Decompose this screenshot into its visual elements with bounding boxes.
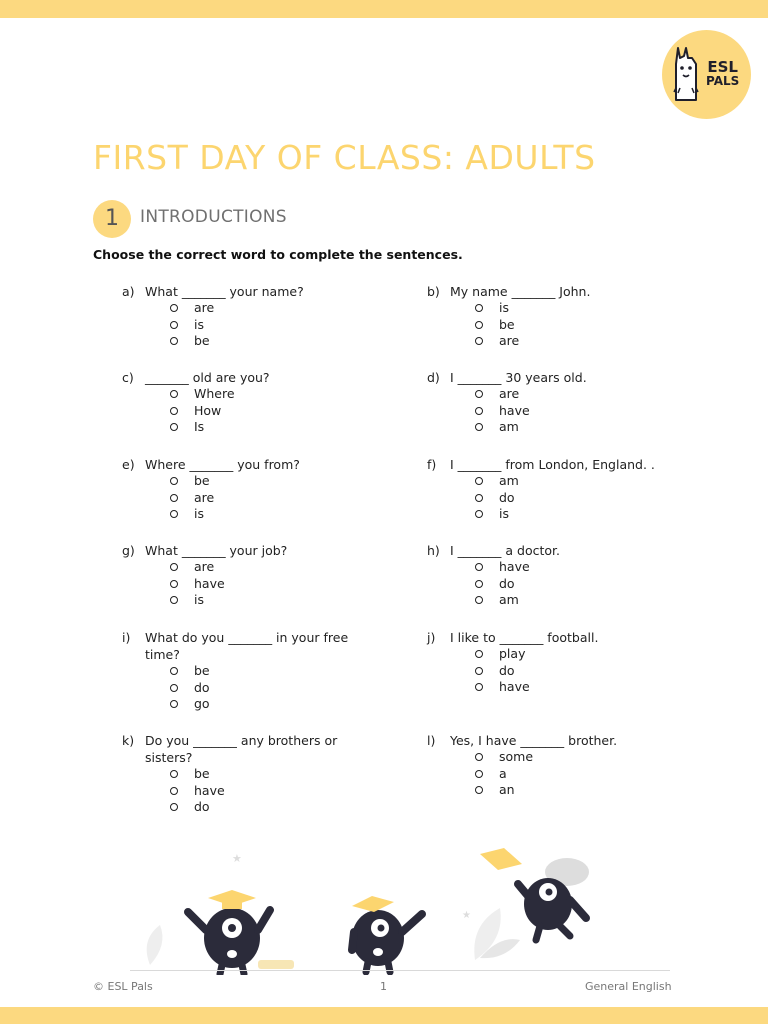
option-label: have (499, 559, 530, 574)
option-item[interactable] (475, 663, 530, 680)
radio-circle-icon (475, 786, 483, 794)
radio-circle-icon (475, 321, 483, 329)
top-accent-bar (0, 0, 768, 18)
radio-circle-icon (170, 304, 178, 312)
option-item[interactable] (170, 317, 214, 334)
question-letter: g) (122, 543, 135, 558)
radio-circle-icon (475, 477, 483, 485)
option-label: do (194, 679, 210, 695)
option-item[interactable] (475, 403, 530, 420)
option-list (170, 766, 225, 816)
graduation-cap-icon (480, 848, 522, 870)
radio-circle-icon (475, 753, 483, 761)
question-letter: k) (122, 733, 135, 748)
section-title: INTRODUCTIONS (140, 207, 287, 227)
option-item[interactable] (475, 300, 519, 317)
radio-circle-icon (170, 423, 178, 431)
radio-circle-icon (475, 563, 483, 571)
radio-circle-icon (170, 700, 178, 708)
option-item[interactable] (170, 680, 210, 697)
option-item[interactable] (475, 782, 533, 799)
question-letter: b) (427, 284, 440, 299)
radio-circle-icon (170, 390, 178, 398)
radio-circle-icon (475, 580, 483, 588)
option-label: am (499, 419, 519, 434)
logo-text-pals: PALS (706, 74, 740, 88)
option-item[interactable] (475, 679, 530, 696)
option-item[interactable] (475, 317, 519, 334)
question-text: Yes, I have _______ brother. (450, 733, 618, 748)
radio-circle-icon (475, 683, 483, 691)
question-letter: j) (427, 630, 436, 645)
option-list (475, 749, 533, 799)
radio-circle-icon (170, 477, 178, 485)
question-text: I _______ a doctor. (450, 543, 560, 558)
option-item[interactable] (475, 592, 530, 609)
option-list (170, 300, 214, 350)
option-label: are (194, 559, 215, 574)
radio-circle-icon (170, 407, 178, 415)
radio-circle-icon (475, 650, 483, 658)
option-list (475, 559, 530, 609)
option-item[interactable] (170, 799, 225, 816)
option-item[interactable] (170, 300, 214, 317)
option-label: play (499, 646, 526, 661)
option-label: be (194, 333, 210, 348)
option-item[interactable] (475, 576, 530, 593)
option-label: am (499, 473, 519, 488)
question-text: What do you _______ in your free time? (145, 630, 349, 662)
bottom-accent-bar (0, 1007, 768, 1024)
option-item[interactable] (170, 403, 235, 420)
option-list (475, 646, 530, 696)
option-label: be (194, 473, 210, 488)
option-label: am (499, 592, 519, 607)
option-item[interactable] (475, 506, 519, 523)
option-label: have (499, 679, 530, 694)
radio-circle-icon (170, 667, 178, 675)
radio-circle-icon (170, 337, 178, 345)
question-letter: c) (122, 370, 134, 385)
logo-text-esl: ESL (707, 58, 738, 76)
option-label: be (499, 316, 515, 332)
question-letter: a) (122, 284, 135, 299)
question-text: My name _______ John. (450, 284, 591, 299)
section-number-badge: 1 (93, 200, 131, 238)
page-title: FIRST DAY OF CLASS: ADULTS (93, 138, 596, 177)
option-item[interactable] (475, 490, 519, 507)
option-label: are (499, 333, 520, 348)
option-label: is (194, 316, 204, 332)
radio-circle-icon (475, 337, 483, 345)
option-label: have (194, 575, 225, 591)
question-text: Do you _______ any brothers or sisters? (145, 733, 338, 765)
question-letter: h) (427, 543, 440, 558)
question-letter: e) (122, 457, 135, 472)
option-item[interactable] (170, 559, 225, 576)
option-label: have (499, 402, 530, 418)
option-label: is (194, 506, 204, 521)
instructions: Choose the correct word to complete the sentences. (93, 247, 463, 262)
radio-circle-icon (170, 596, 178, 604)
monster-character (188, 890, 270, 974)
radio-circle-icon (170, 510, 178, 518)
option-list (170, 559, 225, 609)
question-letter: l) (427, 733, 436, 748)
star-icon: ★ (462, 910, 471, 921)
option-item[interactable] (170, 333, 214, 350)
option-item[interactable] (475, 766, 533, 783)
option-item[interactable] (475, 419, 530, 436)
option-label: do (499, 489, 515, 505)
option-label: How (194, 402, 222, 418)
option-label: be (194, 663, 210, 678)
option-list (475, 473, 519, 523)
option-label: is (194, 592, 204, 607)
question-letter: i) (122, 630, 131, 645)
option-item[interactable] (475, 473, 519, 490)
option-item[interactable] (475, 559, 530, 576)
radio-circle-icon (170, 770, 178, 778)
option-label: are (194, 489, 215, 505)
option-label: are (499, 386, 520, 401)
option-item[interactable] (170, 490, 214, 507)
radio-circle-icon (170, 803, 178, 811)
question-letter: f) (427, 457, 437, 472)
option-item[interactable] (170, 473, 214, 490)
option-item[interactable] (475, 386, 530, 403)
option-list (170, 386, 235, 436)
esl-pals-logo (662, 30, 751, 119)
option-list (170, 473, 214, 523)
monster-character (518, 858, 589, 940)
option-label: do (499, 662, 515, 678)
radio-circle-icon (170, 321, 178, 329)
option-label: do (194, 799, 210, 814)
radio-circle-icon (475, 596, 483, 604)
option-label: do (499, 575, 515, 591)
option-item[interactable] (170, 386, 235, 403)
leaf-icon (147, 925, 163, 965)
radio-circle-icon (475, 390, 483, 398)
option-list (170, 663, 210, 713)
option-label: Where (194, 386, 235, 401)
question-text: _______ old are you? (145, 370, 270, 385)
radio-circle-icon (170, 580, 178, 588)
option-label: are (194, 300, 215, 315)
option-label: have (194, 782, 225, 798)
option-label: be (194, 766, 210, 781)
question-text: What _______ your name? (145, 284, 304, 299)
option-item[interactable] (475, 333, 519, 350)
option-item[interactable] (170, 506, 214, 523)
option-label: Is (194, 419, 205, 434)
footer-category: General English (585, 980, 672, 993)
option-item[interactable] (475, 646, 530, 663)
question-text: I _______ 30 years old. (450, 370, 587, 385)
option-label: go (194, 696, 210, 711)
footer-copyright: © ESL Pals (93, 980, 153, 993)
question-text: Where _______ you from? (145, 457, 300, 472)
question-letter: d) (427, 370, 440, 385)
option-label: a (499, 765, 507, 781)
footer-page-number: 1 (380, 980, 387, 993)
question-text: I _______ from London, England. . (450, 457, 655, 472)
option-label: is (499, 506, 509, 521)
radio-circle-icon (475, 423, 483, 431)
option-item[interactable] (170, 663, 210, 680)
radio-circle-icon (170, 787, 178, 795)
radio-circle-icon (170, 563, 178, 571)
radio-circle-icon (170, 494, 178, 502)
option-item[interactable] (170, 592, 225, 609)
option-item[interactable] (170, 783, 225, 800)
radio-circle-icon (475, 510, 483, 518)
question-text: I like to _______ football. (450, 630, 599, 645)
option-item[interactable] (170, 419, 235, 436)
radio-circle-icon (475, 667, 483, 675)
option-list (475, 386, 530, 436)
option-label: is (499, 300, 509, 315)
option-label: an (499, 782, 515, 797)
option-item[interactable] (170, 696, 210, 713)
graduation-monsters-illustration (120, 840, 620, 975)
radio-circle-icon (475, 407, 483, 415)
option-label: some (499, 749, 534, 764)
radio-circle-icon (475, 304, 483, 312)
monster-character (352, 896, 422, 972)
star-icon: ★ (232, 852, 242, 865)
radio-circle-icon (170, 684, 178, 692)
radio-circle-icon (475, 770, 483, 778)
option-item[interactable] (170, 576, 225, 593)
llama-icon (670, 44, 706, 106)
diploma-icon (258, 960, 294, 969)
option-item[interactable] (475, 749, 533, 766)
footer-divider (130, 970, 670, 971)
question-text: What _______ your job? (145, 543, 288, 558)
option-item[interactable] (170, 766, 225, 783)
radio-circle-icon (475, 494, 483, 502)
option-list (475, 300, 519, 350)
